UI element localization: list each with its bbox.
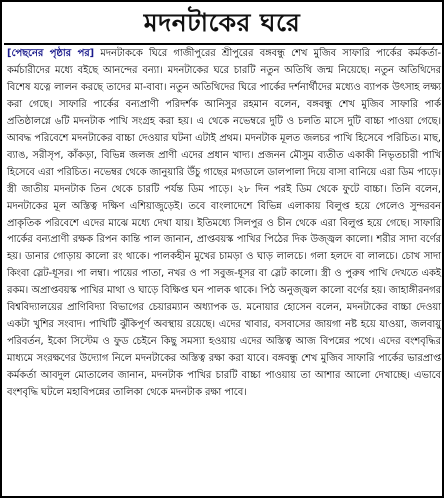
continued-from-label: [পেছনের পৃষ্ঠার পর]	[7, 48, 95, 59]
article-headline: মদনটাকের ঘরে	[143, 8, 301, 37]
article-body-text: মদনটাককে ঘিরে গাজীপুরের শ্রীপুরের বঙ্গবন্ধু শেখ মুজিব সাফারি পার্কের কর্মকর্তা-কর্মচারীদের মধ্যে বইছে আনন্দের বন্যা। মদনটাকের ঘরে চারটি নতুন অতিথি জন্ম নিয়েছে। নতুন অতিথিদের বিশেষ যত্নে লালন করছে তাদের মা-বাবা। নতুন অতিথিদের ঘিরে পার্কের দর্শনার্থীদের মধ্যেও ব্যাপক উৎসাহ লক্ষ্য করা গেছে। সাফারি পার্কের বন্যপ্রাণী পরিদর্শক আনিসুর রহমান বলেন, বঙ্গবন্ধু শেখ মুজিব সাফারি পার্ক প্রতিষ্ঠালগ্নে ৬টি মদনটাক পাখি সংগ্রহ করা হয়। এ থেকে নভেম্বরে দুটি ও চলতি মাসে দুটি বাচ্চা পাওয়া গেছে। আবদ্ধ পরিবেশে মদনটাকের বাচ্চা দেওয়ার ঘটনা এটাই প্রথম। মদনটাক মূলত জলচর পাখি হিসেবে পরিচিত। মাছ, ব্যাঙ, সরীসৃপ, কাঁকড়া, বিভিন্ন জলজ প্রাণী এদের প্রধান খাদ্য। প্রজনন মৌসুম ব্যতীত একাকী নিভৃতচারী পাখি হিসেবে এরা পরিচিত। নভেম্বর থেকে জানুয়ারি উঁচু গাছের মগডালে ডালপালা দিয়ে বাসা বানিয়ে এরা ডিম পাড়ে। স্ত্রী জাতীয় মদনটাক তিন থেকে চারটি পর্যন্ত ডিম পাড়ে। ২৮ দিন পরই ডিম থেকে ফুটে বাচ্চা। তিনি বলেন, মদনটাকের মূল অস্তিত্ব দক্ষিণ এশিয়াজুড়েই। তবে বাংলাদেশে বিভিন্ন এলাকায় বিলুপ্ত হয়ে গেলেও সুন্দরবন প্রাকৃতিক পরিবেশে এদের মাঝে মধ্যে দেখা যায়। ইতিমধ্যে সিলপুর ও চীন থেকে এরা বিলুপ্ত হয়ে গেছে। সাফারি পার্কের বন্যপ্রাণী রক্ষক রিপন কান্তি পাল জানান, প্রাপ্তবয়স্ক পাখির পিঠের দিক উজ্জ্বল কালো। শরীর সাদা বর্ণের হয়। ডানার গোড়ায় কালো রং থাকে। পালকহীন মুখের চামড়া ও ঘাড় লালচে। গলা হলদে বা লালচে। চোখ সাদা কিংবা স্লেট-ধূসর। পা লম্বা। পায়ের পাতা, নখর ও পা সবুজ-ধূসর বা স্লেট কালো। স্ত্রী ও পুরুষ পাখি দেখতে একই রকম। অপ্রাপ্তবয়স্ক পাখির মাথা ও ঘাড়ে বিক্ষিপ্ত ঘন পালক থাকে। পিঠ অনুজ্জ্বল কালো বর্ণের হয়। জাহাঙ্গীরনগর বিশ্ববিদ্যালয়ের প্রাণিবিদ্যা বিভাগের চেয়ারম্যান অধ্যাপক ড. মনোয়ার হোসেন বলেন, মদনটাকের বাচ্চা দেওয়া একটা খুশির সংবাদ। পাখিটি ঝুঁকিপূর্ণ অবস্থায় রয়েছে। এদের খাবার, বসবাসের জায়গা নষ্ট হয়ে যাওয়া, জলবায়ু পরিবর্তন, ইকো সিস্টেম ও ফুড চেইনে কিছু সমস্যা হওয়ায় এদের অস্তিত্ব আজ বিপন্নের পথে। এদের বংশবৃদ্ধির মাধ্যমে সংরক্ষণের উদ্যোগ নিলে মদনটাকের অস্তিত্ব রক্ষা করা যাবে। বঙ্গবন্ধু শেখ মুজিব সাফারি পার্কের ভারপ্রাপ্ত কর্মকর্তা আবদুল মোতালেব জানান, মদনটাক পাখির চারটি বাচ্চা পাওয়ায় তা আশার আলো দেখাচ্ছে। এভাবে বংশবৃদ্ধি ঘটলে মহাবিপন্নের তালিকা থেকে মদনটাক রক্ষা পাবে।	[7, 48, 441, 399]
article-body	[7, 46, 441, 402]
headline-divider	[4, 43, 444, 45]
